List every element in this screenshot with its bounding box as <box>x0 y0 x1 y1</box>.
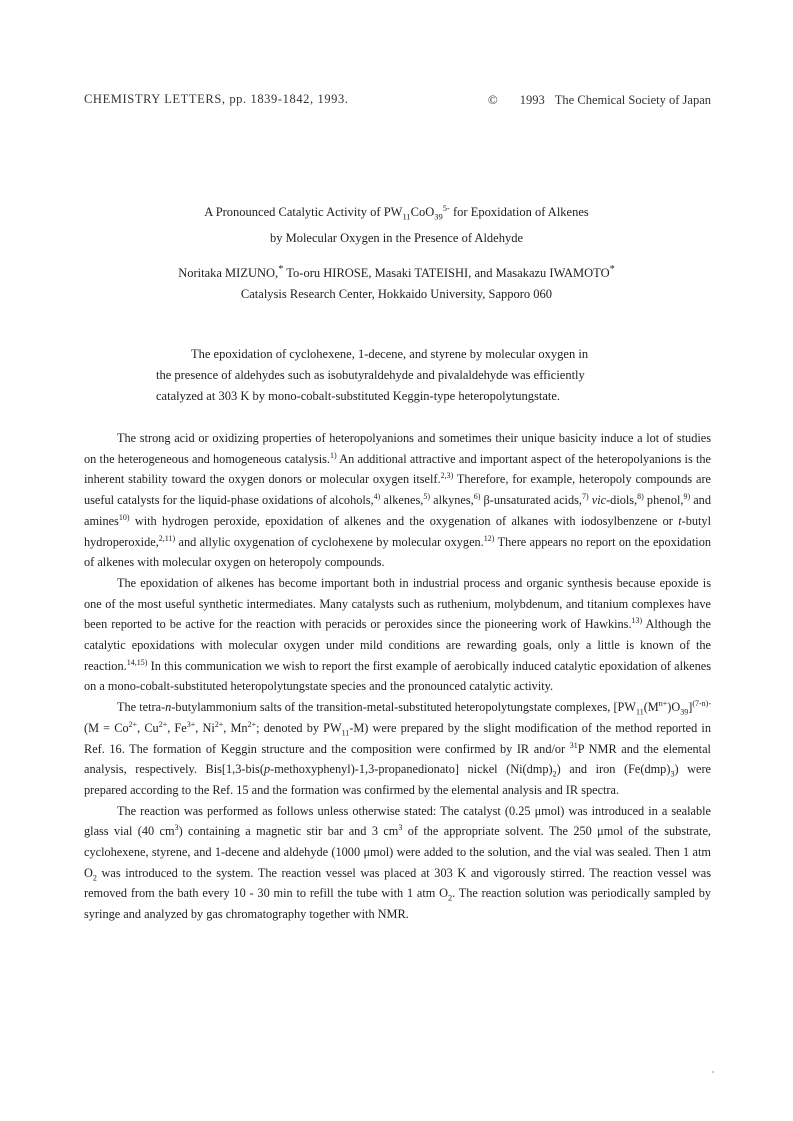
copyright-icon: © <box>487 92 498 107</box>
affiliation: Catalysis Research Center, Hokkaido University, Sapporo 060 <box>240 287 553 302</box>
corresponding-author-mark: * <box>278 264 284 275</box>
article-body <box>84 428 711 925</box>
publisher-name: The Chemical Society of Japan <box>554 93 711 107</box>
body-paragraph-2: The epoxidation of alkenes has become important both in industrial process and organic synthesis because epoxide is one of the most useful synthetic intermediates. Many catalysts such as ruthenium, molybdenum, and titanium complexes have been reported to be active for the reaction with peracids or peroxides since the pioneering work of Hawkins.$^{13)}$ Although the catalytic epoxidations with molecular oxygen under mild conditions are rewarding goals, only a little is known of the reaction.$^{14,15)}$ In this communication we wish to report the first example of aerobically induced catalytic epoxidation of alkenes on a mono-cobalt-substituted heteropolytungstate species and the pronounced catalytic activity. <box>84 575 711 694</box>
body-paragraph-3: The tetra-n-butylammonium salts of the transition-metal-substituted heteropolytungstate complexes, $[PW_{11}(M^{n+})O_{39}]^{(7-n)-}$ ($M = Co^{2+}$, $Cu^{2+}$, $Fe^{3+}$, $Ni^{2+}$, $Mn^{2+}$; denoted by $PW_{11}-M$) were prepared by the slight modification of the method reported in Ref. 16. The formation of Keggin structure and the composition were confirmed by IR and/or $^{31}$P NMR and the elemental analysis, respectively. Bis[1,3-bis(p-methoxyphenyl)-1,3-propanedionato] nickel $(Ni(dmp)_2)$ and iron $(Fe(dmp)_3)$ were prepared according to the Ref. 15 and the formation was confirmed by the elemental analysis and IR spectra. <box>84 699 712 797</box>
copyright-year: 1993 <box>519 93 545 107</box>
title-line-1: A Pronounced Catalytic Activity of $PW_{11}CoO_{39}^{5-}$ for Epoxidation of Alkenes <box>204 203 589 222</box>
body-paragraph-4: The reaction was performed as follows unless otherwise stated: The catalyst (0.25 μmol) was introduced in a sealable glass vial (40 $cm^3$) containing a magnetic stir bar and 3 $cm^3$ of the appropriate solvent. The 250 μmol of the substrate, cyclohexene, styrene, and 1-decene and aldehyde (1000 μmol) were added to the solution, and the vial was sealed. Then 1 atm $O_2$ was introduced to the system. The reaction vessel was placed at 303 K and vigorously stirred. The reaction vessel was removed from the bath every 10 - 30 min to refill the tube with 1 atm $O_2$. The reaction solution was periodically sampled by syringe and analyzed by gas chromatography together with NMR. <box>84 803 712 922</box>
article-title <box>0 198 793 249</box>
running-head <box>84 92 711 110</box>
abstract <box>156 344 636 407</box>
author-block <box>0 259 793 305</box>
abstract-line-1: The epoxidation of cyclohexene, 1-decene, and styrene by molecular oxygen in <box>191 347 589 361</box>
abstract-line-2: the presence of aldehydes such as isobutyraldehyde and pivalaldehyde was efficiently <box>156 368 585 382</box>
journal-citation: CHEMISTRY LETTERS, pp. 1839-1842, 1993. <box>84 92 349 106</box>
author-names: Noritaka MIZUNO,* To-oru HIROSE, Masaki TATEISHI, and Masakazu IWAMOTO* <box>178 264 615 281</box>
scan-speck <box>712 1071 714 1073</box>
title-line-2: by Molecular Oxygen in the Presence of Aldehyde <box>269 230 524 245</box>
abstract-line-3: catalyzed at 303 K by mono-cobalt-substituted Keggin-type heteropolytungstate. <box>156 389 561 403</box>
body-paragraph-1: The strong acid or oxidizing properties of heteropolyanions and sometimes their unique basicity induce a lot of studies on the heterogeneous and homogeneous catalysis.$^{1)}$ An additional attractive and important aspect of the heteropolyanions is the inherent stability toward the oxygen donors or molecular oxygen itself.$^{2,3)}$ Therefore, for example, heteropoly compounds are useful catalysts for the liquid-phase oxidations of alcohols,$^{4)}$ alkenes,$^{5)}$ alkynes,$^{6)}$ β-unsaturated acids,$^{7)}$ vic-diols,$^{8)}$ phenol,$^{9)}$ and amines$^{10)}$ with hydrogen peroxide, epoxidation of alkenes and the oxygenation of alkanes with iodosylbenzene or t-butyl hydroperoxide,$^{2,11)}$ and allylic oxygenation of cyclohexene by molecular oxygen.$^{12)}$ There appears no report on the epoxidation of alkenes with molecular oxygen on heteropoly compounds. <box>84 431 712 570</box>
corresponding-author-mark: * <box>609 264 615 275</box>
copyright-notice <box>488 92 711 108</box>
